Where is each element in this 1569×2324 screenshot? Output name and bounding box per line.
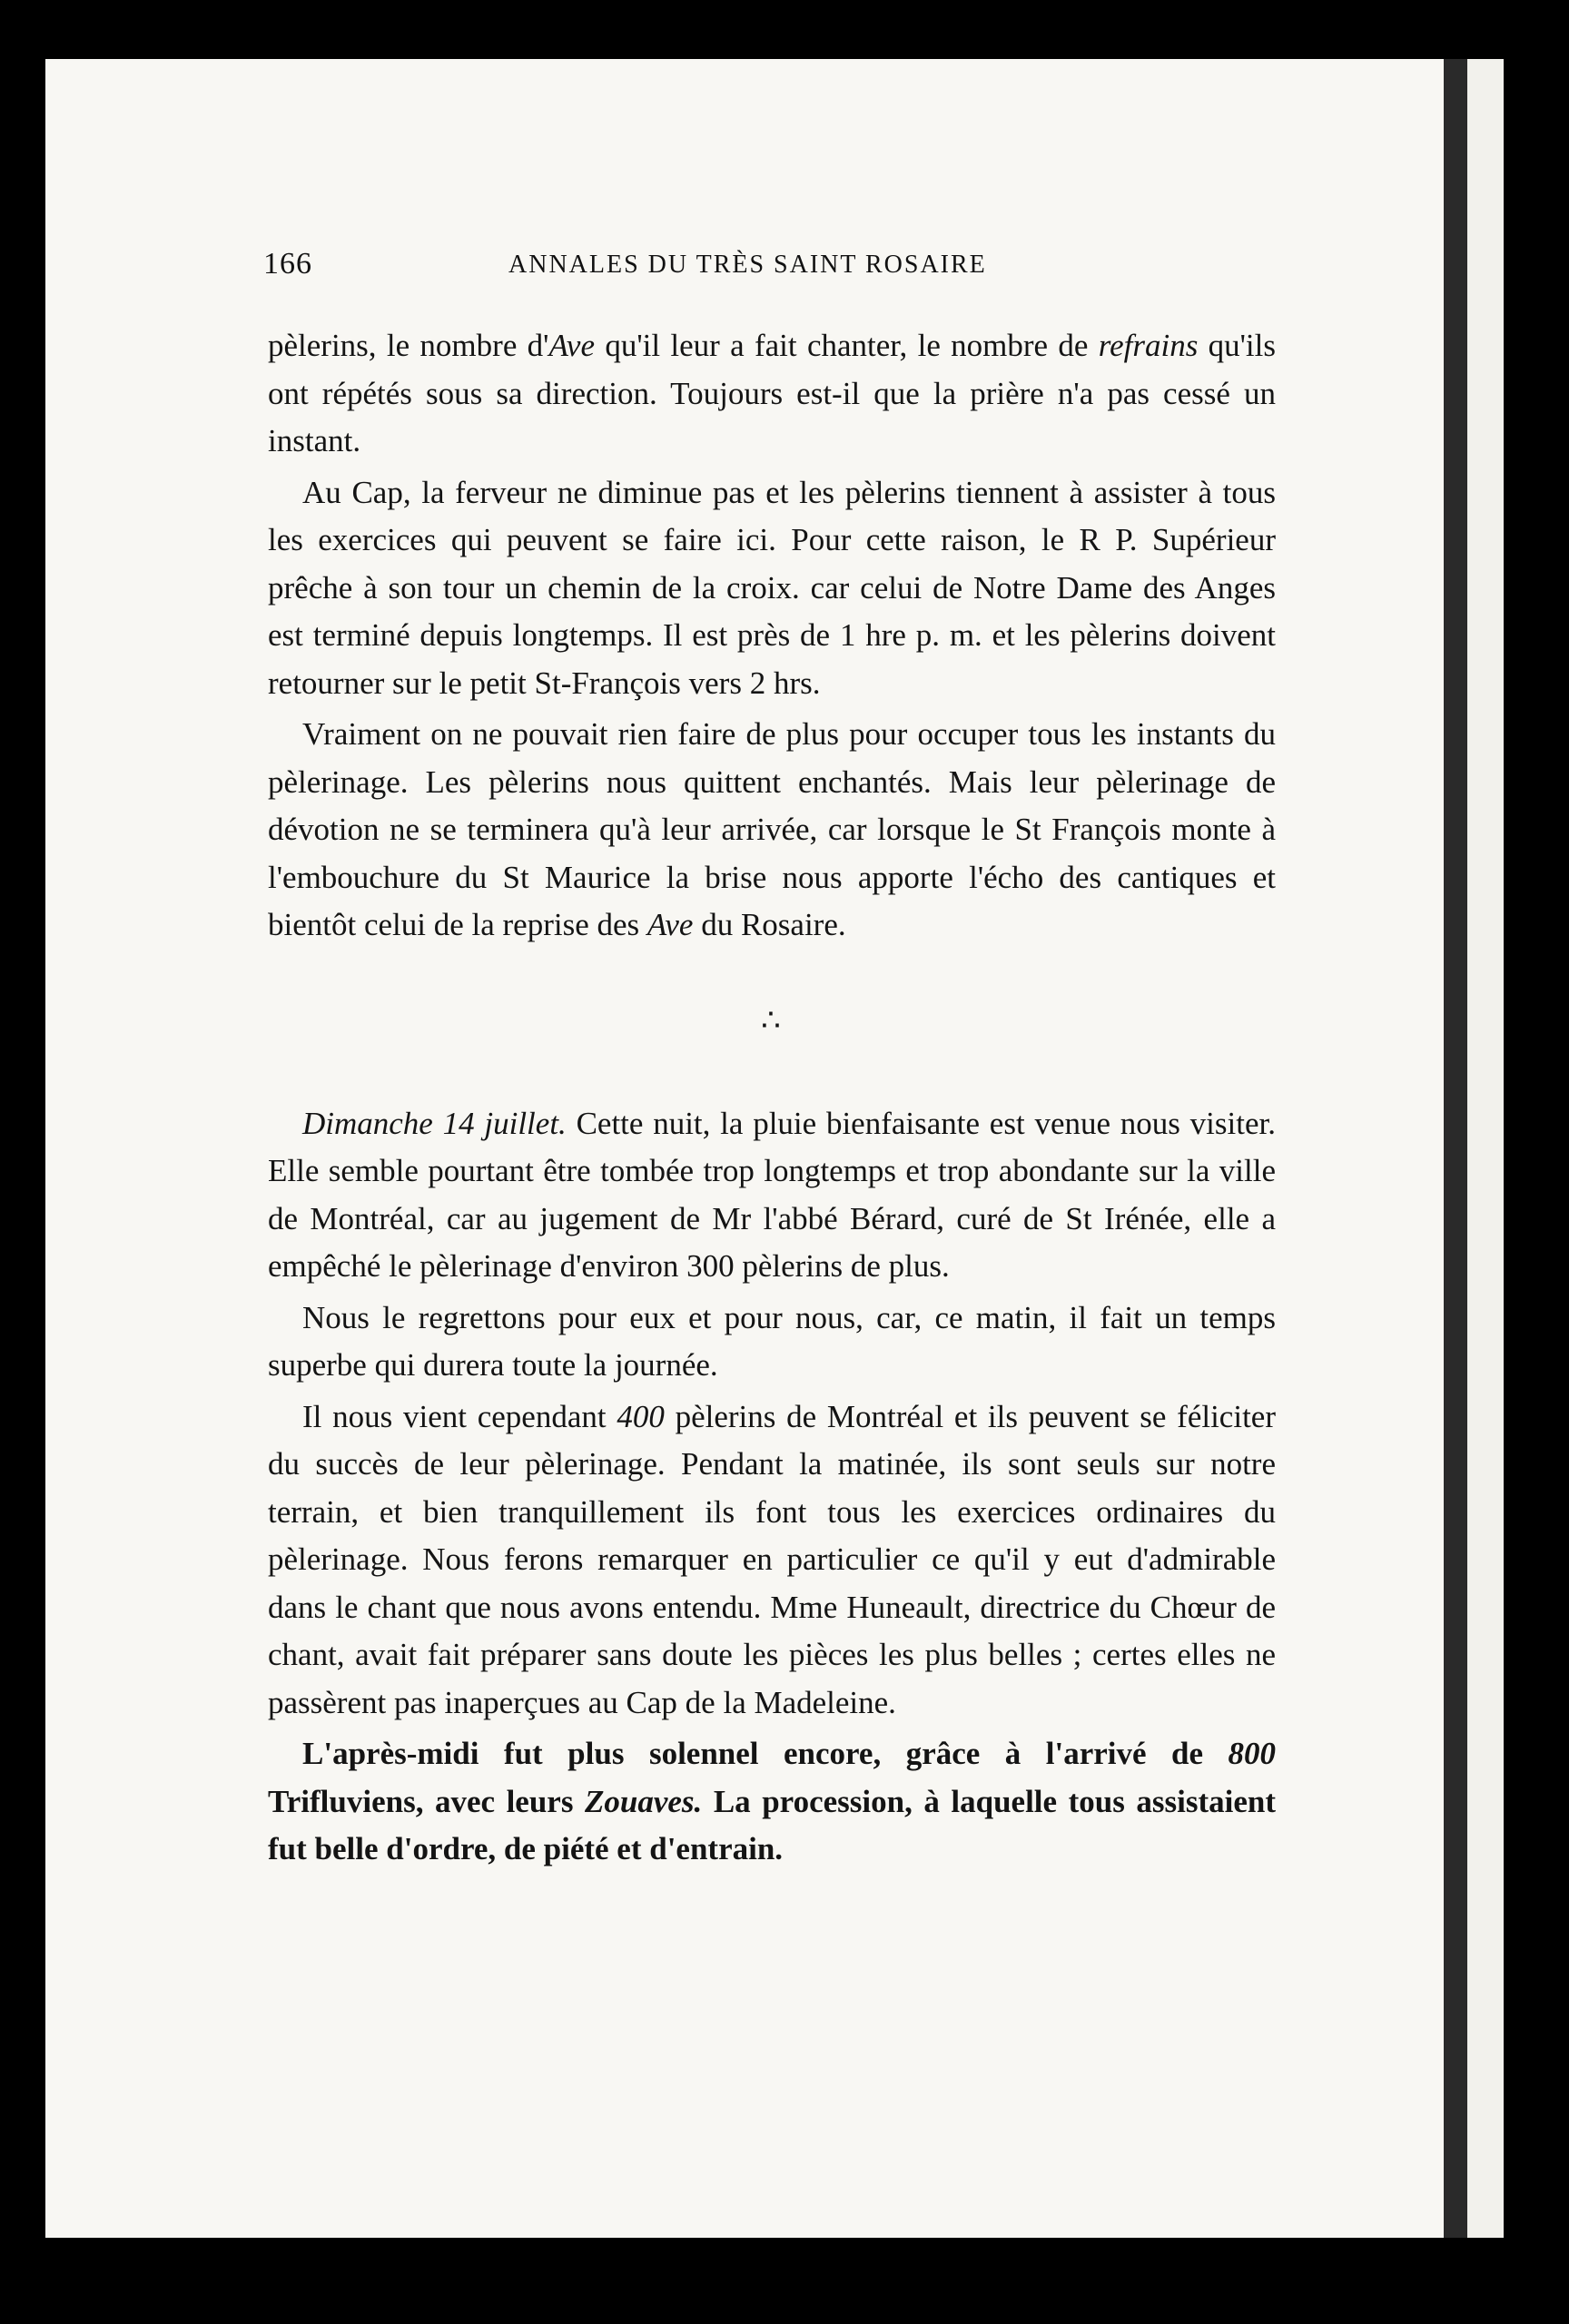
page-body (268, 322, 1276, 1874)
italic-text: Ave (646, 907, 694, 942)
paragraph-text: pèlerins, le nombre d' (268, 328, 549, 363)
paragraph (268, 1730, 1276, 1874)
paragraph-text: pèlerins de Montréal et ils peuvent se féliciter du succès de leur pèlerinage. Pendant la matinée, ils sont seuls sur notre terrain, et bien tranquillement ils font tous les exercices ordinaires du pèlerinage. Nous ferons remarquer en particulier ce qu'il y eut d'admirable dans le chant que nous avons entendu. Mme Huneault, directrice du Chœur de chant, avait fait préparer sans doute les pièces les plus belles ; certes elles ne passèrent pas inaperçues au Cap de la Madeleine. (268, 1398, 1276, 1720)
paragraph-text: La procession, à laquelle tous assistaient fut belle d'ordre, de piété et d'entrain. (268, 1783, 1276, 1866)
paragraph-text: Trifluviens, avec leurs (268, 1783, 585, 1819)
paragraph (268, 711, 1276, 950)
italic-text: 800 (1228, 1736, 1276, 1771)
italic-text: 400 (617, 1398, 665, 1434)
paragraph-text: Cette nuit, la pluie bienfaisante est venue nous visiter. Elle semble pourtant être tombée trop longtemps et trop abondante sur la ville de Montréal, car au jugement de Mr l'abbé Bérard, curé de St Irénée, elle a empêché le pèlerinage d'environ 300 pèlerins de plus. (268, 1105, 1276, 1284)
paragraph-text: qu'ils ont répétés sous sa direction. Toujours est-il que la prière n'a pas cessé un instant. (268, 328, 1277, 458)
paragraph-text: Il nous vient cependant (302, 1398, 617, 1434)
paragraph-text: Au Cap, la ferveur ne diminue pas et les pèlerins tiennent à assister à tous les exercices qui peuvent se faire ici. Pour cette raison, le R P. Supérieur prêche à son tour un chemin de la croix. car celui de Notre Dame des Anges est terminé depuis longtemps. Il est près de 1 hre p. m. et les pèlerins doivent retourner sur le petit St-François vers 2 hrs. (268, 474, 1276, 701)
facing-page-edge (1467, 59, 1504, 2238)
paragraph (268, 1100, 1276, 1291)
paragraph-text: Nous le regrettons pour eux et pour nous, car, ce matin, il fait un temps superbe qui durera toute la journée. (268, 1299, 1276, 1383)
paragraph (268, 469, 1276, 708)
section-dimanche (268, 1100, 1276, 1874)
running-title: ANNALES DU TRÈS SAINT ROSAIRE (508, 251, 987, 279)
section-ornament: ∴ (761, 1003, 783, 1038)
paragraph (268, 1295, 1276, 1390)
italic-text: Zouaves. (585, 1783, 703, 1819)
page-number: 166 (263, 247, 312, 281)
paragraph-text: L'après-midi fut plus solennel encore, grâce à l'arrivé de (302, 1736, 1229, 1771)
paragraph (268, 322, 1276, 466)
book-spine (1444, 59, 1467, 2238)
paragraph-text: qu'il leur a fait chanter, le nombre de (595, 328, 1099, 363)
italic-text: Ave (548, 328, 596, 363)
paragraph-text: Vraiment on ne pouvait rien faire de plus pour occuper tous les instants du pèlerinage. Les pèlerins nous quittent enchantés. Mais leur pèlerinage de dévotion ne se terminera qu'à leur arrivée, car lorsque le St François monte à l'embouchure du St Maurice la brise nous apporte l'écho des cantiques et bientôt celui de la reprise des (268, 716, 1276, 942)
paragraph (268, 1393, 1276, 1728)
italic-text: refrains (1098, 328, 1199, 363)
paragraph-text: du Rosaire. (693, 907, 846, 942)
italic-date: Dimanche 14 juillet. (302, 1105, 567, 1141)
